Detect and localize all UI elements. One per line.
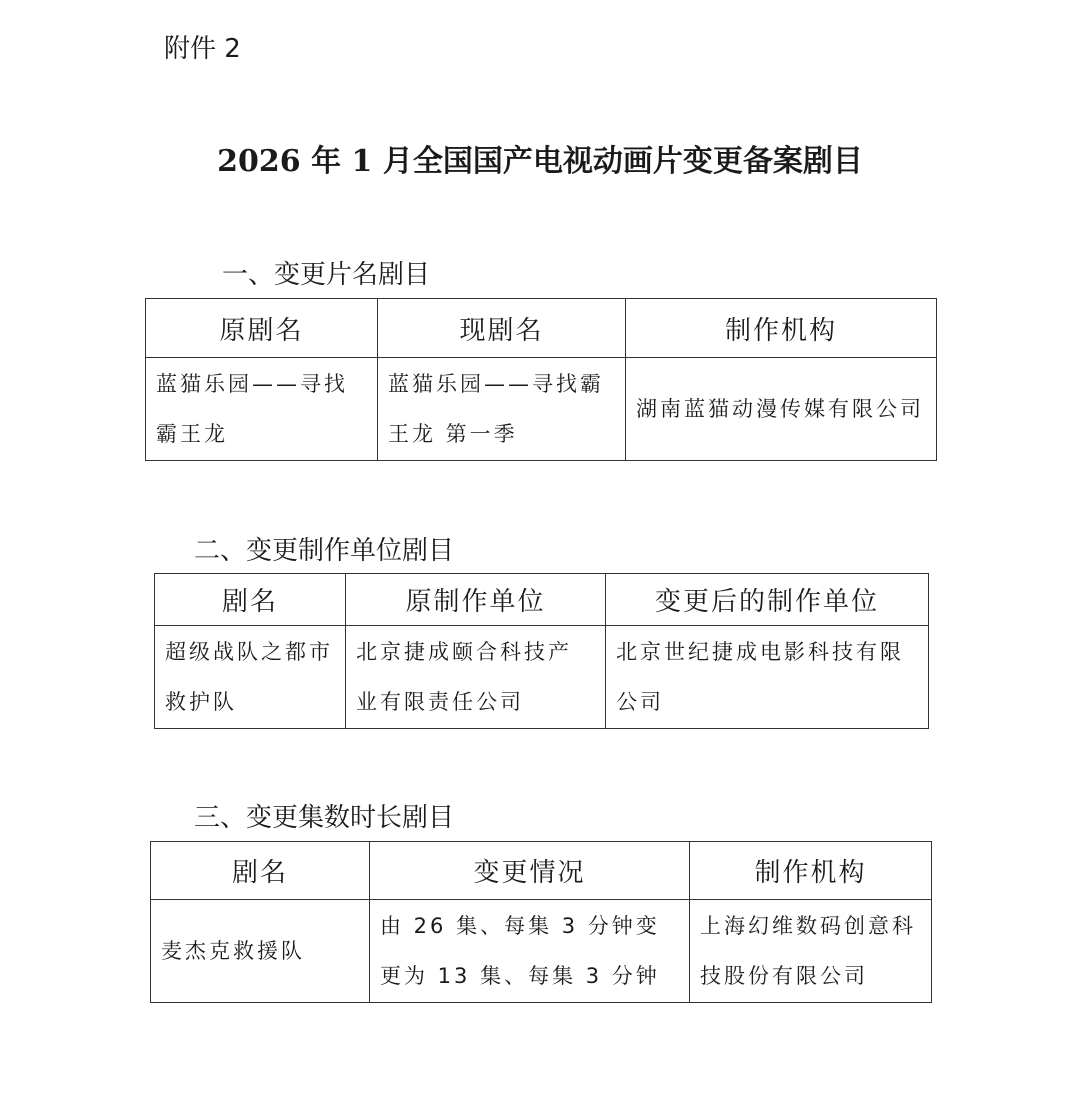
- episode-change-table: [150, 841, 932, 1003]
- table-header-row: [146, 299, 937, 358]
- header-original-producer: 原制作单位: [346, 574, 606, 626]
- cell-current-title: 蓝猫乐园——寻找霸王龙 第一季: [378, 358, 626, 461]
- header-current-title: 现剧名: [378, 299, 626, 358]
- table-row: [155, 626, 929, 729]
- table-header-row: [151, 842, 932, 900]
- header-title: 剧名: [155, 574, 346, 626]
- table-row: [151, 900, 932, 1003]
- producer-change-table: [154, 573, 929, 729]
- cell-title: 麦杰克救援队: [151, 900, 370, 1003]
- header-producer: 制作机构: [626, 299, 937, 358]
- header-new-producer: 变更后的制作单位: [606, 574, 929, 626]
- document-title: 2026 年 1 月全国国产电视动画片变更备案剧目: [217, 144, 863, 179]
- table-row: [146, 358, 937, 461]
- cell-original-title: 蓝猫乐园——寻找霸王龙: [146, 358, 378, 461]
- attachment-label: 附件 2: [164, 34, 241, 64]
- header-title: 剧名: [151, 842, 370, 900]
- cell-producer: 湖南蓝猫动漫传媒有限公司: [626, 358, 937, 461]
- header-original-title: 原剧名: [146, 299, 378, 358]
- cell-title: 超级战队之都市救护队: [155, 626, 346, 729]
- section-3-heading: 三、变更集数时长剧目: [194, 803, 455, 833]
- section-2-heading: 二、变更制作单位剧目: [194, 536, 455, 566]
- cell-original-producer: 北京捷成颐合科技产业有限责任公司: [346, 626, 606, 729]
- section-1-heading: 一、变更片名剧目: [222, 260, 431, 290]
- cell-producer: 上海幻维数码创意科技股份有限公司: [690, 900, 932, 1003]
- header-producer: 制作机构: [690, 842, 932, 900]
- table-header-row: [155, 574, 929, 626]
- cell-new-producer: 北京世纪捷成电影科技有限公司: [606, 626, 929, 729]
- cell-change-detail: 由 26 集、每集 3 分钟变更为 13 集、每集 3 分钟: [370, 900, 690, 1003]
- rename-table: [145, 298, 937, 461]
- header-change-detail: 变更情况: [370, 842, 690, 900]
